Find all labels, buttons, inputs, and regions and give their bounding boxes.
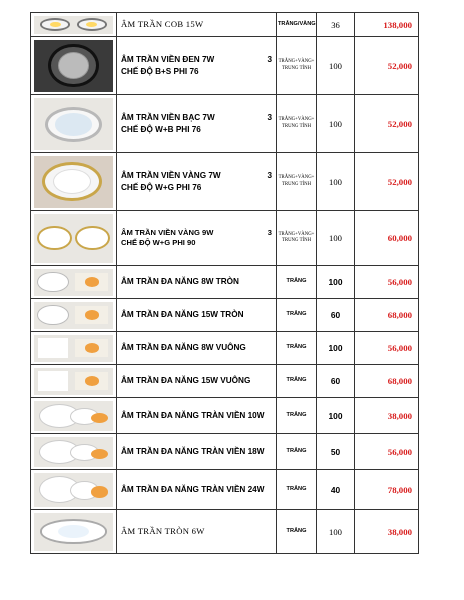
product-name — [121, 446, 272, 457]
cob-downlight-photo — [34, 16, 113, 34]
unit-price: 56,000 — [355, 434, 419, 470]
product-name — [121, 19, 272, 31]
light-color: TRẮNG — [277, 434, 317, 470]
product-row — [31, 299, 419, 332]
multi-15w-round-photo — [34, 302, 113, 329]
product-name — [121, 410, 272, 421]
product-name-cell — [117, 153, 277, 211]
product-image-cell — [31, 398, 117, 434]
product-image-cell — [31, 470, 117, 510]
product-name-cell — [117, 434, 277, 470]
product-rows — [31, 13, 419, 554]
product-name — [121, 170, 272, 181]
quantity: 100 — [317, 332, 355, 365]
product-name-text: ÂM TRẦN ĐA NĂNG 8W TRÒN — [121, 277, 239, 287]
product-spec: CHẾ ĐỘ W+G PHI 90 — [121, 238, 196, 247]
product-image-cell — [31, 95, 117, 153]
product-name-text: ÂM TRẦN ĐA NĂNG TRÀN VIỀN 18W — [121, 446, 265, 456]
quantity: 100 — [317, 266, 355, 299]
product-row — [31, 95, 419, 153]
product-name-cell — [117, 365, 277, 398]
light-color: TRẮNG+VÀNG+ TRUNG TÍNH — [277, 95, 317, 153]
light-color: TRẮNG+VÀNG+ TRUNG TÍNH — [277, 153, 317, 211]
unit-price: 60,000 — [355, 211, 419, 266]
product-name-cell — [117, 332, 277, 365]
quantity: 60 — [317, 299, 355, 332]
unit-price: 68,000 — [355, 365, 419, 398]
product-image-cell — [31, 510, 117, 554]
light-color: TRẮNG — [277, 470, 317, 510]
product-name — [121, 484, 272, 495]
rimless-10w-photo — [34, 401, 113, 431]
product-name — [121, 526, 272, 538]
product-row — [31, 153, 419, 211]
product-spec: CHẾ ĐỘ W+G PHI 76 — [121, 182, 202, 192]
product-spec: CHẾ ĐỘ B+S PHI 76 — [121, 66, 199, 76]
light-color: TRẮNG/VÀNG — [277, 13, 317, 37]
product-row — [31, 13, 419, 37]
multi-8w-round-photo — [34, 269, 113, 296]
unit-price: 52,000 — [355, 37, 419, 95]
black-rim-downlight-photo — [34, 40, 113, 92]
product-image-cell — [31, 13, 117, 37]
product-name-text: ÂM TRẦN VIỀN BẠC 7W — [121, 113, 215, 123]
product-row — [31, 266, 419, 299]
round-6w-photo — [34, 513, 113, 551]
product-image-cell — [31, 365, 117, 398]
product-name-cell — [117, 13, 277, 37]
price-list-sheet — [30, 12, 418, 554]
product-name-text: ÂM TRẦN COB 15W — [121, 18, 204, 29]
light-color: TRẮNG — [277, 332, 317, 365]
product-price-table — [30, 12, 419, 554]
product-row — [31, 365, 419, 398]
mode-count: 3 — [267, 55, 272, 65]
unit-price: 52,000 — [355, 153, 419, 211]
rimless-24w-photo — [34, 473, 113, 507]
light-color: TRẮNG — [277, 365, 317, 398]
product-name-cell — [117, 470, 277, 510]
quantity: 100 — [317, 398, 355, 434]
multi-8w-square-photo — [34, 335, 113, 362]
silver-rim-downlight-photo — [34, 98, 113, 150]
light-color: TRẮNG — [277, 510, 317, 554]
multi-15w-square-photo — [34, 368, 113, 395]
mode-count: 3 — [267, 113, 272, 123]
product-name-text: ÂM TRẦN ĐA NĂNG 8W VUÔNG — [121, 343, 246, 353]
rimless-18w-photo — [34, 437, 113, 467]
product-name — [121, 276, 272, 287]
product-name-cell — [117, 211, 277, 266]
light-color: TRẮNG — [277, 398, 317, 434]
product-name-cell — [117, 299, 277, 332]
quantity: 100 — [317, 211, 355, 266]
quantity: 100 — [317, 37, 355, 95]
product-name — [121, 375, 272, 386]
product-image-cell — [31, 37, 117, 95]
product-image-cell — [31, 211, 117, 266]
product-name-cell — [117, 510, 277, 554]
product-row — [31, 398, 419, 434]
unit-price: 68,000 — [355, 299, 419, 332]
unit-price: 56,000 — [355, 332, 419, 365]
product-name-text: ÂM TRẦN ĐA NĂNG TRÀN VIỀN 10W — [121, 410, 265, 420]
product-name-text: ÂM TRẦN ĐA NĂNG 15W TRÒN — [121, 310, 244, 320]
quantity: 60 — [317, 365, 355, 398]
product-name-text: ÂM TRẦN ĐA NĂNG TRÀN VIỀN 24W — [121, 484, 265, 494]
quantity: 100 — [317, 153, 355, 211]
unit-price: 78,000 — [355, 470, 419, 510]
product-name-cell — [117, 37, 277, 95]
quantity: 100 — [317, 95, 355, 153]
product-image-cell — [31, 266, 117, 299]
quantity: 50 — [317, 434, 355, 470]
product-name — [121, 309, 272, 320]
gold-rim-downlight-photo — [34, 156, 113, 208]
product-name-text: ÂM TRẦN TRÒN 6W — [121, 525, 205, 536]
product-image-cell — [31, 153, 117, 211]
product-row — [31, 434, 419, 470]
unit-price: 52,000 — [355, 95, 419, 153]
light-color: TRẮNG+VÀNG+ TRUNG TÍNH — [277, 211, 317, 266]
product-row — [31, 510, 419, 554]
product-name — [121, 342, 272, 353]
product-name — [121, 112, 272, 123]
unit-price: 38,000 — [355, 398, 419, 434]
product-spec: CHẾ ĐỘ W+B PHI 76 — [121, 124, 201, 134]
product-name — [121, 228, 272, 238]
quantity: 36 — [317, 13, 355, 37]
product-row — [31, 211, 419, 266]
unit-price: 38,000 — [355, 510, 419, 554]
product-name-cell — [117, 398, 277, 434]
product-image-cell — [31, 332, 117, 365]
light-color: TRẮNG — [277, 299, 317, 332]
product-image-cell — [31, 434, 117, 470]
product-row — [31, 332, 419, 365]
product-row — [31, 470, 419, 510]
gold-rim-9w-downlight-photo — [34, 214, 113, 263]
quantity: 100 — [317, 510, 355, 554]
product-name-text: ÂM TRẦN ĐA NĂNG 15W VUÔNG — [121, 376, 251, 386]
mode-count: 3 — [267, 171, 272, 181]
quantity: 40 — [317, 470, 355, 510]
light-color: TRẮNG — [277, 266, 317, 299]
product-image-cell — [31, 299, 117, 332]
product-name-text: ÂM TRẦN VIỀN VÀNG 9W — [121, 227, 214, 237]
product-row — [31, 37, 419, 95]
light-color: TRẮNG+VÀNG+ TRUNG TÍNH — [277, 37, 317, 95]
product-name-text: ÂM TRẦN VIỀN VÀNG 7W — [121, 171, 221, 181]
product-name-text: ÂM TRẦN VIỀN ĐEN 7W — [121, 55, 215, 65]
product-name-cell — [117, 95, 277, 153]
product-name — [121, 54, 272, 65]
unit-price: 56,000 — [355, 266, 419, 299]
product-name-cell — [117, 266, 277, 299]
unit-price: 138,000 — [355, 13, 419, 37]
mode-count: 3 — [267, 227, 272, 237]
